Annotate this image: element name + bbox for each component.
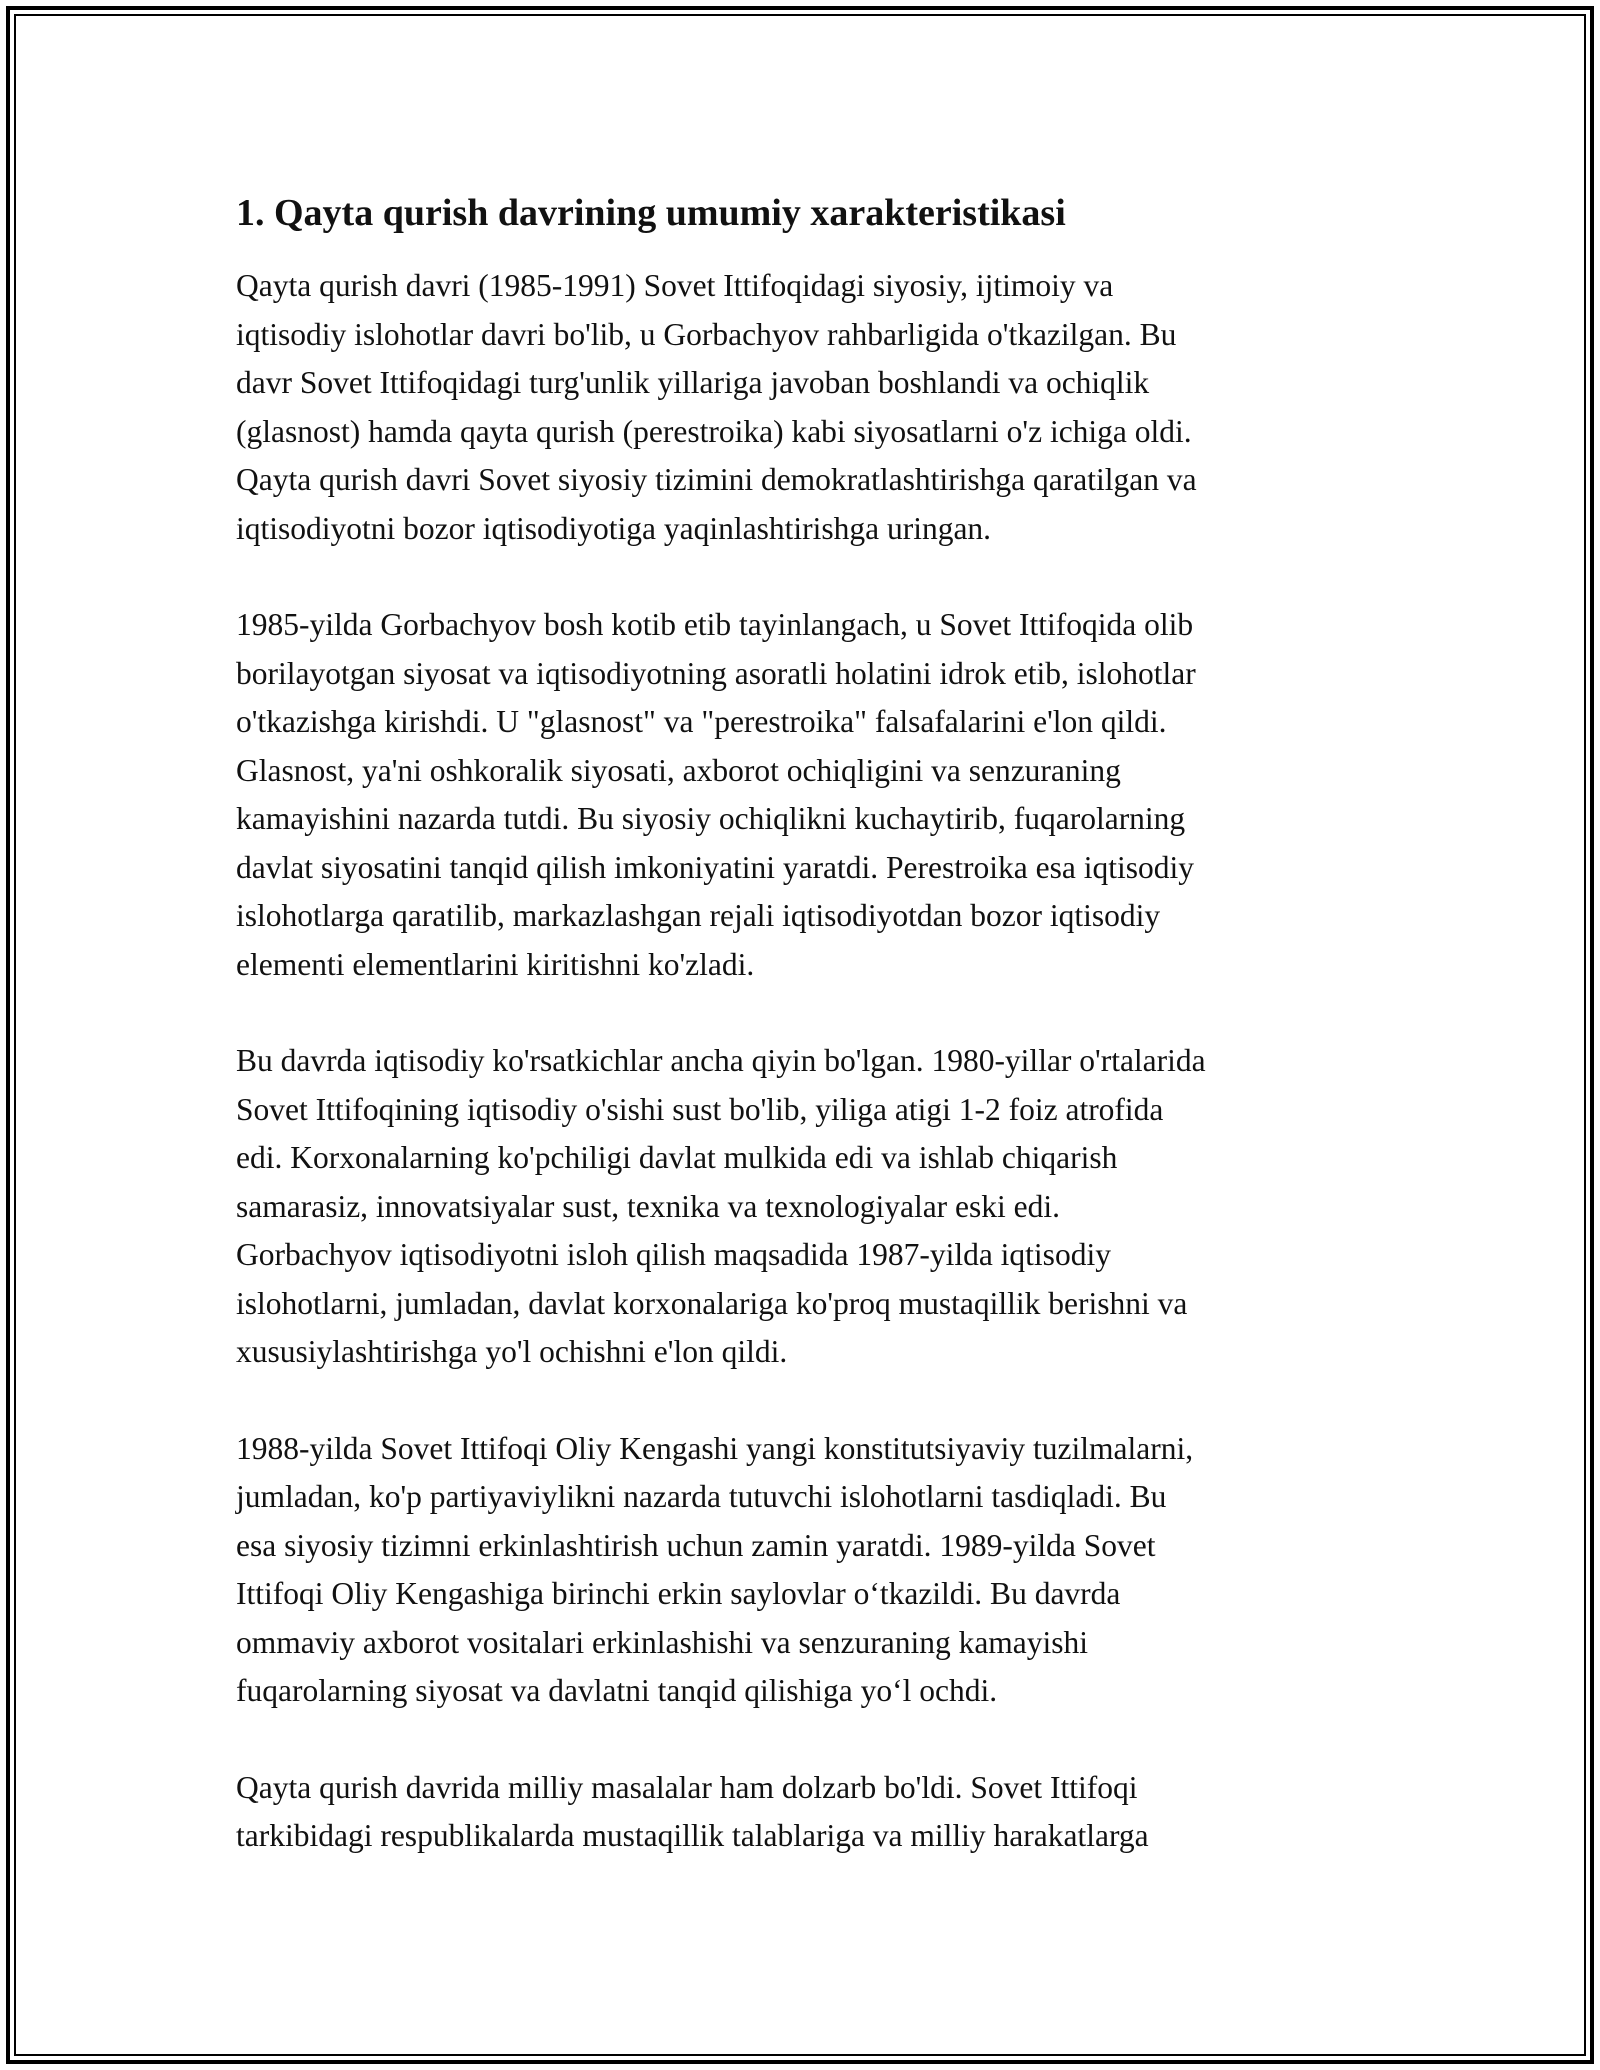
text-line: elementi elementlarini kiritishni ko'zladi. xyxy=(236,946,755,982)
text-line: Sovet Ittifoqining iqtisodiy o'sishi sust bo'lib, yiliga atigi 1-2 foiz atrofida xyxy=(236,1091,1164,1127)
paragraph-1 xyxy=(236,262,1376,553)
section-title: 1. Qayta qurish davrining umumiy xarakteristikasi xyxy=(236,192,1066,234)
text-line: jumladan, ko'p partiyaviylikni nazarda tutuvchi islohotlarni tasdiqladi. Bu xyxy=(236,1479,1167,1514)
text-line: kamayishini nazarda tutdi. Bu siyosiy ochiqlikni kuchaytirib, fuqarolarning xyxy=(236,801,1186,836)
text-line: ommaviy axborot vositalari erkinlashishi va senzuraning kamayishi xyxy=(236,1624,1089,1660)
text-line: 1985-yilda Gorbachyov bosh kotib etib tayinlangach, u Sovet Ittifoqida olib xyxy=(236,607,1194,642)
text-line: Qayta qurish davri Sovet siyosiy tizimini demokratlashtirishga qaratilgan va xyxy=(236,462,1197,497)
text-line: islohotlarga qaratilib, markazlashgan rejali iqtisodiyotdan bozor iqtisodiy xyxy=(236,898,1161,933)
text-line: xususiylashtirishga yo'l ochishni e'lon qildi. xyxy=(236,1334,788,1369)
text-line: Ittifoqi Oliy Kengashiga birinchi erkin saylovlar oʻtkazildi. Bu davrda xyxy=(236,1576,1121,1611)
text-line: Gorbachyov iqtisodiyotni isloh qilish maqsadida 1987-yilda iqtisodiy xyxy=(236,1237,1111,1272)
paragraph-4 xyxy=(236,1425,1376,1716)
text-line: o'tkazishga kirishdi. U "glasnost" va "perestroika" falsafalarini e'lon qildi. xyxy=(236,704,1167,739)
text-line: edi. Korxonalarning ko'pchiligi davlat mulkida edi va ishlab chiqarish xyxy=(236,1140,1118,1175)
paragraph-5 xyxy=(236,1764,1376,1861)
text-line: islohotlarni, jumladan, davlat korxonalariga ko'proq mustaqillik berishni va xyxy=(236,1285,1188,1321)
text-line: Qayta qurish davri (1985-1991) Sovet Ittifoqidagi siyosiy, ijtimoiy va xyxy=(236,268,1114,303)
text-line: samarasiz, innovatsiyalar sust, texnika va texnologiyalar eski edi. xyxy=(236,1188,1061,1224)
text-line: iqtisodiy islohotlar davri bo'lib, u Gorbachyov rahbarligida o'tkazilgan. Bu xyxy=(236,316,1177,352)
text-line: Bu davrda iqtisodiy ko'rsatkichlar ancha qiyin bo'lgan. 1980-yillar o'rtalarida xyxy=(236,1043,1206,1078)
text-line: iqtisodiyotni bozor iqtisodiyotiga yaqinlashtirishga uringan. xyxy=(236,510,992,546)
text-line: davlat siyosatini tanqid qilish imkoniyatini yaratdi. Perestroika esa iqtisodiy xyxy=(236,849,1194,885)
text-line: (glasnost) hamda qayta qurish (perestroika) kabi siyosatlarni o'z ichiga oldi. xyxy=(236,413,1192,449)
text-line: davr Sovet Ittifoqidagi turg'unlik yillariga javoban boshlandi va ochiqlik xyxy=(236,365,1150,400)
text-line: esa siyosiy tizimni erkinlashtirish uchun zamin yaratdi. 1989-yilda Sovet xyxy=(236,1527,1156,1563)
text-line: fuqarolarning siyosat va davlatni tanqid qilishiga yoʻl ochdi. xyxy=(236,1673,998,1708)
document-page xyxy=(236,186,1376,1909)
paragraph-3 xyxy=(236,1037,1376,1377)
text-line: borilayotgan siyosat va iqtisodiyotning asoratli holatini idrok etib, islohotlar xyxy=(236,655,1196,691)
paragraph-2 xyxy=(236,601,1376,989)
text-line: Glasnost, ya'ni oshkoralik siyosati, axborot ochiqligini va senzuraning xyxy=(236,752,1121,788)
text-line: 1988-yilda Sovet Ittifoqi Oliy Kengashi yangi konstitutsiyaviy tuzilmalarni, xyxy=(236,1430,1194,1466)
text-line: Qayta qurish davrida milliy masalalar ham dolzarb bo'ldi. Sovet Ittifoqi xyxy=(236,1769,1138,1805)
text-line: tarkibidagi respublikalarda mustaqillik talablariga va milliy harakatlarga xyxy=(236,1818,1149,1853)
